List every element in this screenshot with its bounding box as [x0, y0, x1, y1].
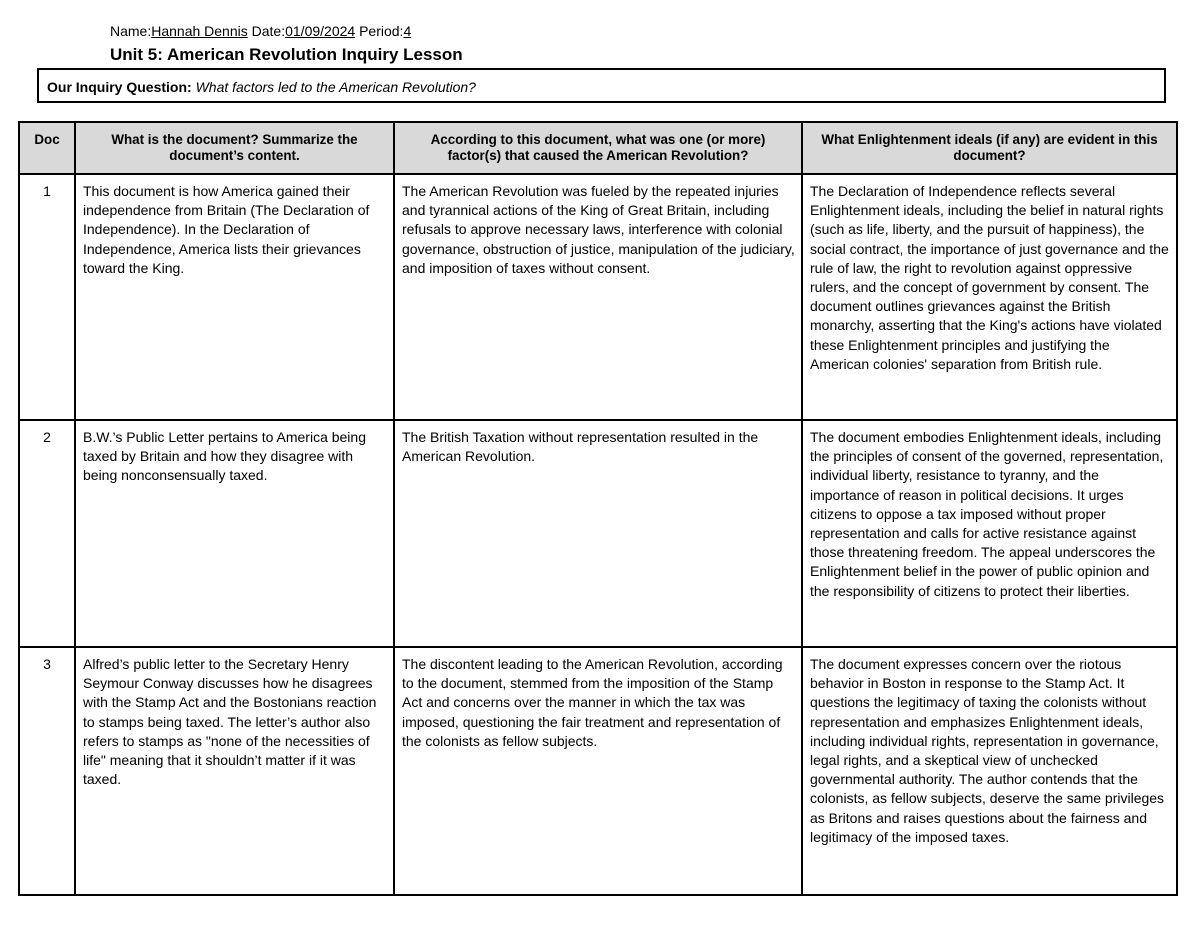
student-name: Hannah Dennis — [151, 23, 248, 39]
doc-factors: The British Taxation without representation resulted in the American Revolution. — [394, 420, 802, 647]
doc-ideals: The document expresses concern over the riotous behavior in Boston in response to the Stamp Act. It questions the legitimacy of taxing the colonists without representation and emphasizes Enlightenment ideals, including individual rights, representation in governance, legal rights, and a skeptical view of unchecked governmental authority. The author contends that the colonists, as fellow subjects, deserve the same privileges as Britons and raises questions about the fairness and legitimacy of the imposed taxes. — [802, 647, 1177, 895]
inquiry-question-text: What factors led to the American Revolution? — [195, 79, 476, 95]
doc-number: 3 — [19, 647, 75, 895]
doc-ideals: The document embodies Enlightenment ideals, including the principles of consent of the governed, representation, individual liberty, resistance to tyranny, and the importance of reason in political decisions. It urges citizens to oppose a tax imposed without proper representation and calls for active resistance against those threatening freedom. The appeal underscores the Enlightenment belief in the power of public opinion and the responsibility of citizens to protect their liberties. — [802, 420, 1177, 647]
period-value: 4 — [403, 23, 412, 39]
header-ideals: What Enlightenment ideals (if any) are evident in this document? — [802, 122, 1177, 174]
doc-summary: B.W.’s Public Letter pertains to America being taxed by Britain and how they disagree with being nonconsensually taxed. — [75, 420, 394, 647]
date-value: 01/09/2024 — [285, 23, 356, 39]
page-title: Unit 5: American Revolution Inquiry Lesson — [110, 45, 463, 64]
doc-number: 1 — [19, 174, 75, 420]
header-factors: According to this document, what was one (or more) factor(s) that caused the American Revolution? — [394, 122, 802, 174]
doc-summary: This document is how America gained their independence from Britain (The Declaration of Independence). In the Declaration of Independence, America lists their grievances toward the King. — [75, 174, 394, 420]
table-row — [19, 420, 1177, 647]
doc-factors: The American Revolution was fueled by the repeated injuries and tyrannical actions of the King of Great Britain, including refusals to approve necessary laws, interference with colonial governance, obstruction of justice, manipulation of the judiciary, and imposition of taxes without consent. — [394, 174, 802, 420]
table-row — [19, 174, 1177, 420]
header-summary: What is the document? Summarize the document’s content. — [75, 122, 394, 174]
student-info-line — [110, 22, 411, 40]
name-label: Name: — [110, 23, 152, 39]
doc-ideals: The Declaration of Independence reflects several Enlightenment ideals, including the belief in natural rights (such as life, liberty, and the pursuit of happiness), the social contract, the importance of just governance and the rule of law, the right to revolution against oppressive rulers, and the concept of government by consent. The document outlines grievances against the British monarchy, asserting that the King's actions have violated these Enlightenment principles and justifying the American colonies' separation from British rule. — [802, 174, 1177, 420]
header-doc: Doc — [19, 122, 75, 174]
table-header-row — [19, 122, 1177, 174]
inquiry-question-label: Our Inquiry Question: — [47, 79, 192, 95]
date-label: Date: — [251, 23, 286, 39]
doc-summary: Alfred’s public letter to the Secretary Henry Seymour Conway discusses how he disagrees with the Stamp Act and the Bostonians reaction to stamps being taxed. The letter’s author also refers to stamps as "none of the necessities of life" meaning that it shouldn’t matter if it was taxed. — [75, 647, 394, 895]
doc-number: 2 — [19, 420, 75, 647]
doc-factors: The discontent leading to the American Revolution, according to the document, stemmed from the imposition of the Stamp Act and concerns over the manner in which the tax was imposed, questioning the fair treatment and representation of the colonists as fellow subjects. — [394, 647, 802, 895]
document-analysis-table — [18, 121, 1178, 896]
period-label: Period: — [359, 23, 404, 39]
table-row — [19, 647, 1177, 895]
inquiry-question-box — [37, 68, 1166, 103]
